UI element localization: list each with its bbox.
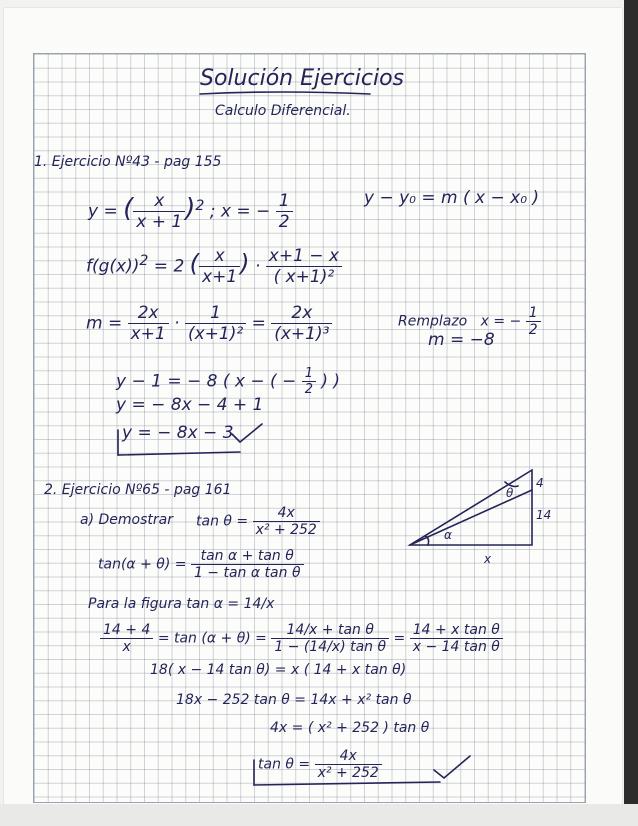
final-result: tan θ = $\frac{4x}{\text{x² + 252}}$ xyxy=(258,748,382,781)
replace-note: Remplazo x = − $\frac{1}{2}$ xyxy=(398,305,541,338)
to-prove-expression: tan θ = $\frac{4x}{\text{x² + 252}}$ xyxy=(196,505,320,538)
slope-expression: m = $\frac{2x}{x+1}$ · $\frac{1}{\text{(x+1)²}}$ = $\frac{2x}{\text{(x+1)³}}$ xyxy=(86,303,332,344)
triangle-angle-theta: θ xyxy=(506,486,514,500)
algebra-step2: 18x − 252 tan θ = 14x + x² tan θ xyxy=(176,692,412,708)
tan-sum-identity: tan(α + θ) = $\frac{\text{tan α + tan θ}}{\text{1 − tan α tan θ}}$ xyxy=(98,548,304,581)
algebra-step3: 4x = ( x² + 252 ) tan θ xyxy=(270,720,430,736)
check-mark-icon xyxy=(434,756,470,778)
page-title: Solución Ejercicios xyxy=(200,66,405,91)
triangle-side-x: x xyxy=(484,552,492,566)
triangle-inner-line xyxy=(410,490,532,545)
title-underline xyxy=(200,92,370,94)
triangle-angle-alpha: α xyxy=(444,528,452,542)
triangle-side-4: 4 xyxy=(536,476,544,490)
function-fraction: $\frac{x}{x + 1}$ xyxy=(133,191,185,232)
result-box-ex2 xyxy=(254,760,440,785)
check-mark-icon xyxy=(232,424,262,442)
result-box-ex1 xyxy=(118,430,240,455)
slope-value: m = −8 xyxy=(428,330,495,350)
chain-rule-derivative: $f(g(x))^2 = 2$ ( $\frac{x}{x+1}$ ) · $\frac{x+1 - x}{\text{( x+1)²}}$ xyxy=(86,246,342,287)
function-lhs: y = xyxy=(88,201,118,222)
figure-note: Para la figura tan α = 14/x xyxy=(88,596,275,612)
algebra-step1: 18( x − 14 tan θ) = x ( 14 + x tan θ) xyxy=(150,662,407,678)
exercise1-function: y = ( $\frac{x}{x + 1}$ )$^2$ ; x = − $\frac{1}{2}$ xyxy=(88,191,293,232)
exercise1-heading: 1. Ejercicio Nº43 - pag 155 xyxy=(34,154,222,170)
tangent-line-step1: y − 1 = − 8 ( x − ( − $\frac{1}{2}$ ) ) xyxy=(116,366,341,397)
tangent-line-step2: y = − 8x − 4 + 1 xyxy=(116,395,264,415)
tangent-line-result: y = − 8x − 3 xyxy=(122,423,234,443)
part-a-label: a) Demostrar xyxy=(80,512,173,528)
triangle-figure xyxy=(410,470,532,545)
point-slope-formula: y − y₀ = m ( x − x₀ ) xyxy=(364,188,540,208)
exercise2-heading: 2. Ejercicio Nº65 - pag 161 xyxy=(44,482,232,498)
tan-sum-substitution: $\frac{14 + 4}{x}$ = tan (α + θ) = $\frac{\text{14/x + tan θ}}{\text{1 − (14/x) tan θ}}$ = $\frac{\text{14 + x tan θ}}{\text{x − 14 tan θ}}$ xyxy=(100,622,503,655)
triangle-side-14: 14 xyxy=(536,508,552,522)
page-subtitle: Calculo Diferencial. xyxy=(215,103,351,119)
